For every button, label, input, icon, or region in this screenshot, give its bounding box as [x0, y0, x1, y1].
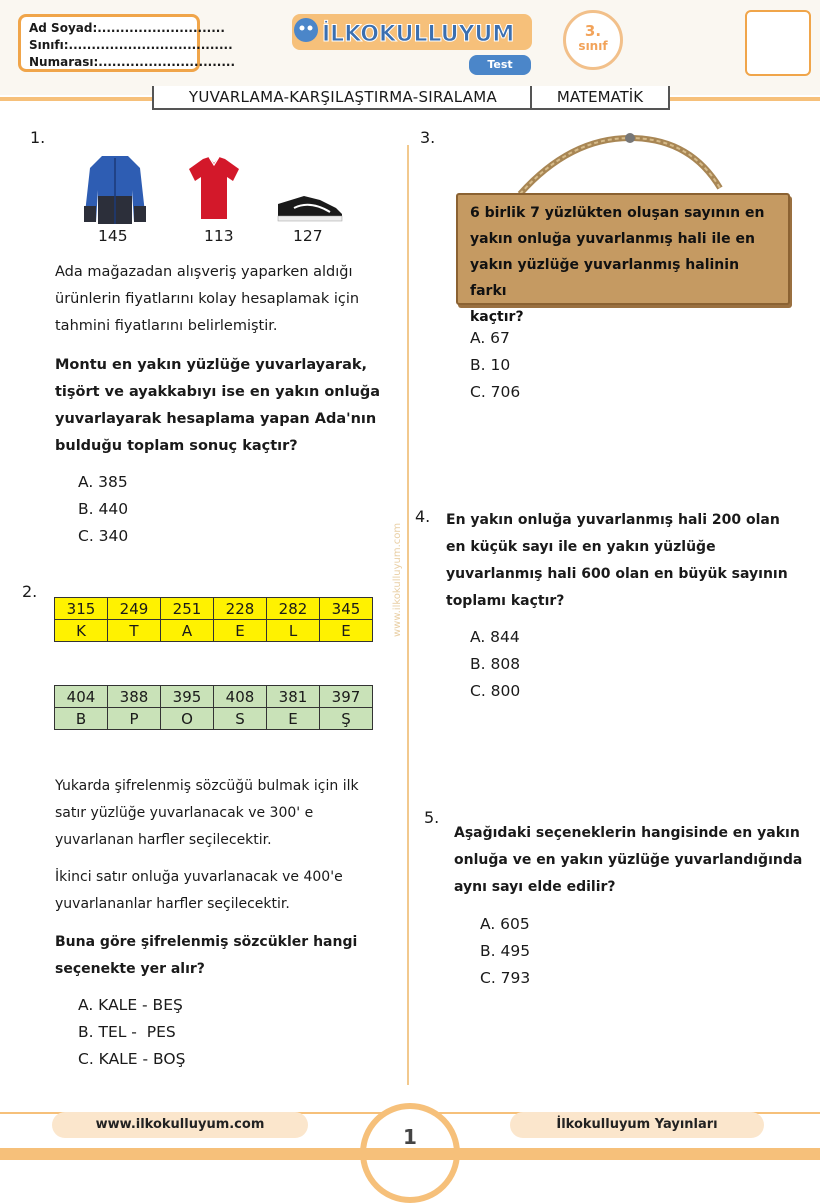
q2-option-c[interactable]: C. KALE - BOŞ: [78, 1050, 186, 1068]
q4-option-c[interactable]: C. 800: [470, 682, 521, 700]
code-cell: E: [267, 708, 320, 730]
code-cell: 395: [161, 686, 214, 708]
q5-question-line: onluğa ve en yakın yüzlüğe yuvarlandığında: [454, 852, 803, 868]
code-cell: O: [161, 708, 214, 730]
code-cell: E: [214, 620, 267, 642]
q4-question-line: En yakın onluğa yuvarlanmış hali 200 olan: [446, 512, 780, 528]
q5-option-b[interactable]: B. 495: [480, 942, 531, 960]
q2-para2-line: yuvarlananlar harfler seçilecektir.: [55, 896, 290, 912]
code-cell: 381: [267, 686, 320, 708]
q3-question-line: 6 birlik 7 yüzlükten oluşan sayının en: [470, 205, 765, 221]
footer-band: [0, 1148, 820, 1160]
subject-title: MATEMATİK: [530, 86, 670, 110]
code-cell: 315: [55, 598, 108, 620]
q1-intro: [55, 259, 395, 340]
q1-intro-line: Ada mağazadan alışveriş yaparken aldığı: [55, 264, 353, 280]
q4-number: 4.: [415, 507, 431, 526]
code-table-2: [54, 685, 373, 730]
q3-question: [470, 200, 780, 330]
q2-para1-line: yuvarlanan harfler seçilecektir.: [55, 832, 272, 848]
code-table-1-numbers: [55, 598, 373, 620]
q2-question: [55, 929, 400, 983]
code-cell: E: [320, 620, 373, 642]
q2-option-a[interactable]: A. KALE - BEŞ: [78, 996, 183, 1014]
q5-options: [480, 911, 530, 992]
q1-options: [78, 469, 128, 550]
code-cell: L: [267, 620, 320, 642]
page-number: 1: [403, 1125, 417, 1149]
q5-option-a[interactable]: A. 605: [480, 915, 530, 933]
class-label: Sınıfı:....................................: [29, 38, 233, 52]
brand-logo: [292, 10, 532, 54]
q4-option-b[interactable]: B. 808: [470, 655, 521, 673]
name-label: Ad Soyad:............................: [29, 21, 225, 35]
score-box: [745, 10, 811, 76]
q5-number: 5.: [424, 808, 440, 827]
code-table-1: [54, 597, 373, 642]
q1-intro-line: tahmini fiyatlarını belirlemiştir.: [55, 318, 278, 334]
number-label: Numarası:..............................: [29, 55, 236, 69]
code-cell: K: [55, 620, 108, 642]
q5-question: [454, 820, 814, 901]
code-cell: 249: [108, 598, 161, 620]
q5-question-line: aynı sayı elde edilir?: [454, 879, 616, 895]
q1-option-b[interactable]: B. 440: [78, 500, 129, 518]
footer-publisher: İlkokulluyum Yayınları: [510, 1112, 764, 1138]
code-cell: A: [161, 620, 214, 642]
grade-badge: [563, 10, 623, 70]
q1-intro-line: ürünlerin fiyatlarını kolay hesaplamak için: [55, 291, 360, 307]
q2-option-b[interactable]: B. TEL - PES: [78, 1023, 176, 1041]
q2-para2: [55, 864, 400, 918]
footer-website[interactable]: www.ilkokulluyum.com: [52, 1112, 308, 1138]
q1-question-line: yuvarlayarak hesaplama yapan Ada'nın: [55, 411, 377, 427]
q3-option-a[interactable]: A. 67: [470, 329, 510, 347]
q2-question-line: seçenekte yer alır?: [55, 961, 205, 977]
q2-options: [78, 992, 185, 1073]
q4-question-line: toplamı kaçtır?: [446, 593, 565, 609]
q3-option-c[interactable]: C. 706: [470, 383, 521, 401]
code-cell: Ş: [320, 708, 373, 730]
tshirt-price: 113: [204, 227, 234, 245]
q5-option-c[interactable]: C. 793: [480, 969, 531, 987]
q3-question-line: kaçtır?: [470, 309, 524, 325]
q1-question-line: Montu en yakın yüzlüğe yuvarlayarak,: [55, 357, 368, 373]
q3-question-line: yakın yüzlüğe yuvarlanmış halinin farkı: [470, 257, 740, 299]
code-table-1-letters: [55, 620, 373, 642]
code-cell: 228: [214, 598, 267, 620]
code-table-2-letters: [55, 708, 373, 730]
q2-para1-line: Yukarda şifrelenmiş sözcüğü bulmak için ilk: [55, 778, 359, 794]
q1-question-line: tişört ve ayakkabıyı ise en yakın onluğa: [55, 384, 381, 400]
code-cell: S: [214, 708, 267, 730]
code-cell: P: [108, 708, 161, 730]
q1-option-c[interactable]: C. 340: [78, 527, 129, 545]
q4-question: [446, 507, 806, 615]
q4-question-line: en küçük sayı ile en yakın yüzlüğe: [446, 539, 716, 555]
q3-question-line: yakın onluğa yuvarlanmış hali ile en: [470, 231, 755, 247]
code-cell: 388: [108, 686, 161, 708]
q1-question-line: bulduğu toplam sonuç kaçtır?: [55, 438, 298, 454]
code-cell: 345: [320, 598, 373, 620]
q2-para2-line: İkinci satır onluğa yuvarlanacak ve 400'e: [55, 869, 343, 885]
grade-word: sınıf: [578, 39, 608, 53]
code-cell: 282: [267, 598, 320, 620]
q2-para1: [55, 773, 400, 854]
q1-question: [55, 352, 395, 460]
jacket-price: 145: [98, 227, 128, 245]
logo-text: İLKOKULLUYUM: [322, 22, 515, 47]
q1-number: 1.: [30, 128, 46, 147]
title-bar: [0, 86, 820, 110]
code-cell: 251: [161, 598, 214, 620]
watermark: www.ilkokulluyum.com: [392, 522, 403, 638]
q2-question-line: Buna göre şifrelenmiş sözcükler hangi: [55, 934, 358, 950]
code-table-2-numbers: [55, 686, 373, 708]
grade-number: 3.: [584, 22, 602, 40]
q4-option-a[interactable]: A. 844: [470, 628, 520, 646]
q2-para1-line: satır yüzlüğe yuvarlanacak ve 300' e: [55, 805, 314, 821]
sneaker-price: 127: [293, 227, 323, 245]
sneaker-image: [274, 190, 346, 224]
tshirt-image: [187, 155, 241, 221]
test-label: Test: [469, 55, 531, 75]
code-cell: B: [55, 708, 108, 730]
q3-number: 3.: [420, 128, 436, 147]
q1-option-a[interactable]: A. 385: [78, 473, 128, 491]
code-cell: 404: [55, 686, 108, 708]
q4-options: [470, 624, 520, 705]
topic-title: YUVARLAMA-KARŞILAŞTIRMA-SIRALAMA: [152, 86, 534, 110]
q3-options: [470, 325, 520, 406]
q5-question-line: Aşağıdaki seçeneklerin hangisinde en yakın: [454, 825, 800, 841]
jacket-image: [80, 150, 150, 226]
pencil-mascot-icon: [294, 18, 318, 42]
q3-option-b[interactable]: B. 10: [470, 356, 511, 374]
q4-question-line: yuvarlanmış hali 600 olan en büyük sayının: [446, 566, 788, 582]
code-cell: T: [108, 620, 161, 642]
q2-number: 2.: [22, 582, 38, 601]
code-cell: 397: [320, 686, 373, 708]
code-cell: 408: [214, 686, 267, 708]
student-info-box: [18, 14, 236, 72]
